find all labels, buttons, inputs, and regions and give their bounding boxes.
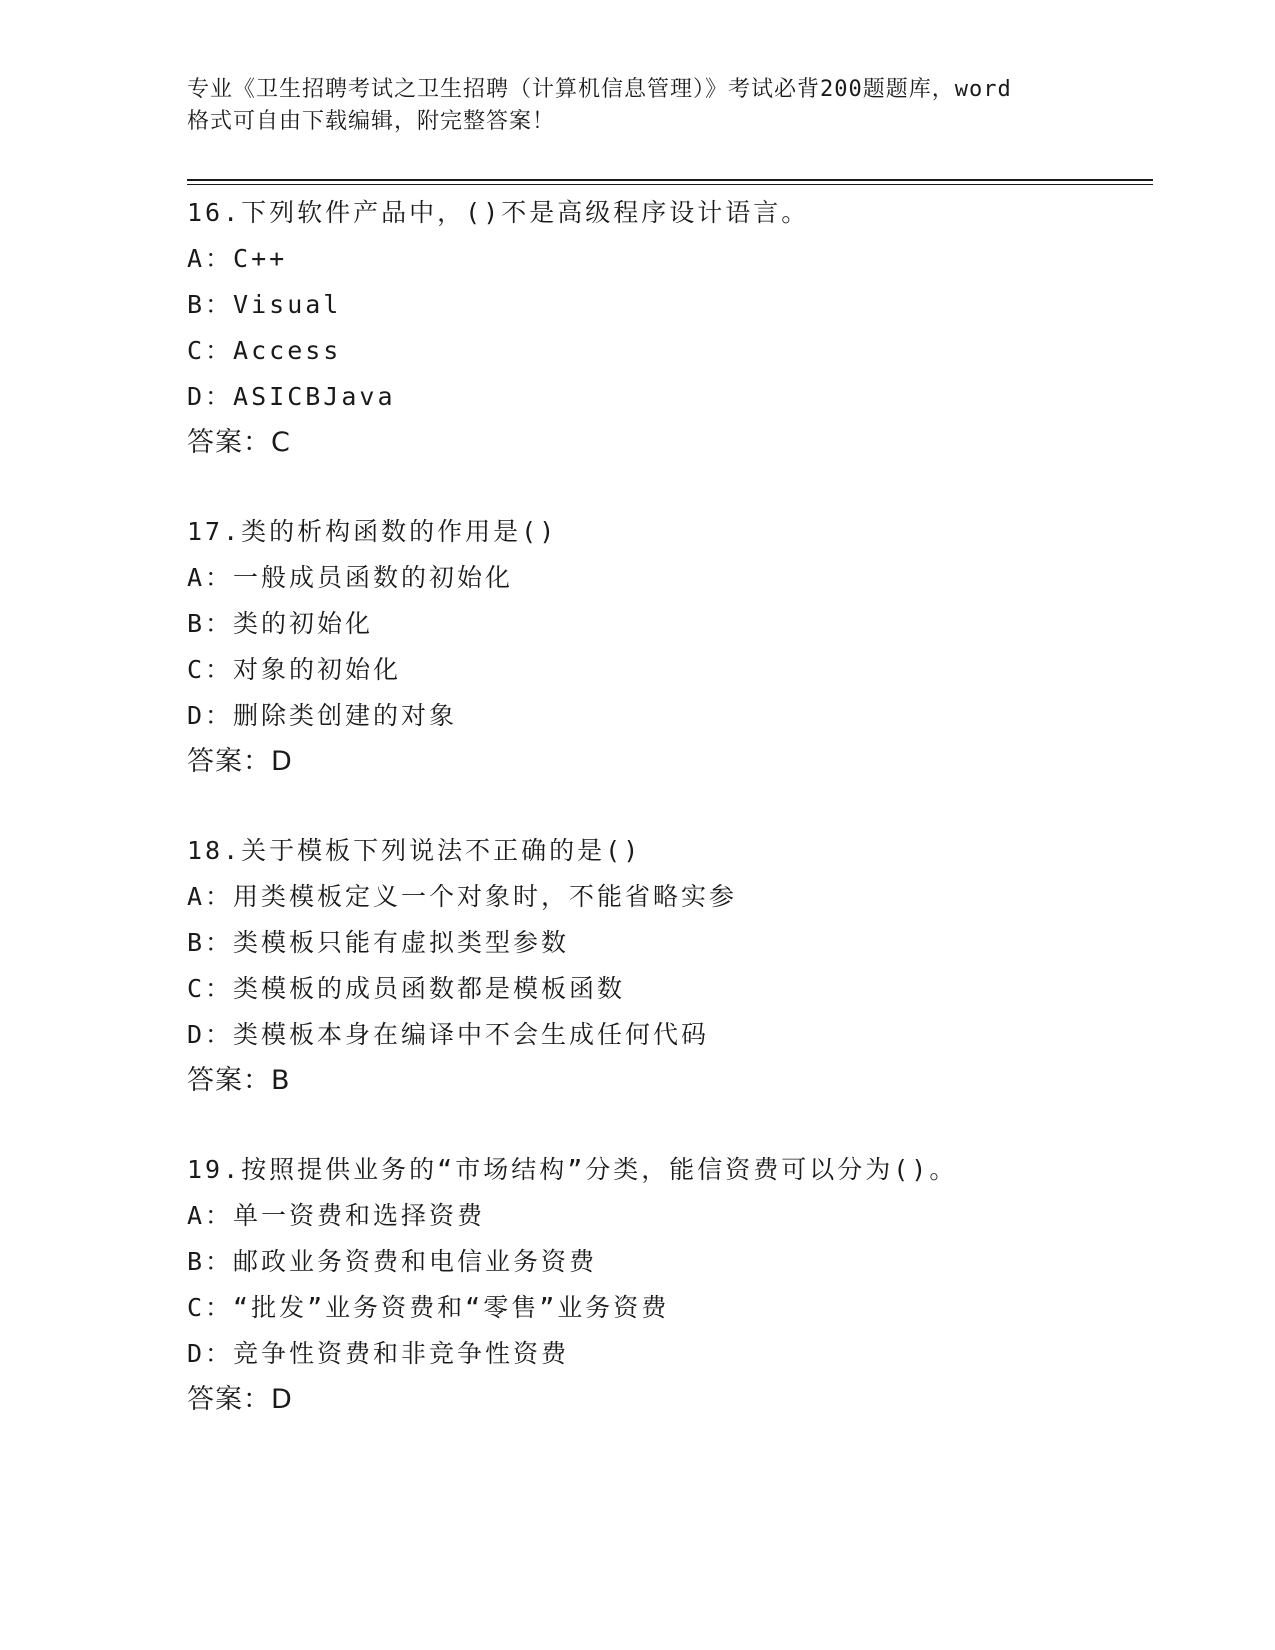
option-b: B：邮政业务资费和电信业务资费 bbox=[187, 1247, 598, 1276]
answer-text: 答案：D bbox=[187, 746, 293, 777]
header-divider-thick bbox=[187, 179, 1153, 181]
question-text: 17.类的析构函数的作用是() bbox=[187, 517, 558, 546]
option-a: A：用类模板定义一个对象时，不能省略实参 bbox=[187, 882, 738, 911]
question-text: 16.下列软件产品中，()不是高级程序设计语言。 bbox=[187, 198, 810, 227]
option-c: C：对象的初始化 bbox=[187, 655, 402, 684]
answer-text: 答案：C bbox=[187, 427, 291, 458]
option-c: C：Access bbox=[187, 336, 342, 365]
option-b: B：类模板只能有虚拟类型参数 bbox=[187, 928, 570, 957]
option-b: B：Visual bbox=[187, 290, 342, 319]
option-d: D：竞争性资费和非竞争性资费 bbox=[187, 1339, 570, 1368]
question-block-16 bbox=[187, 190, 1087, 466]
answer-text: 答案：D bbox=[187, 1384, 293, 1415]
option-a: A：单一资费和选择资费 bbox=[187, 1201, 486, 1230]
option-a: A：一般成员函数的初始化 bbox=[187, 563, 514, 592]
document-header bbox=[187, 74, 1087, 138]
header-line-1: 专业《卫生招聘考试之卫生招聘（计算机信息管理）》考试必背200题题库，word bbox=[187, 77, 1012, 102]
option-d: D：删除类创建的对象 bbox=[187, 701, 458, 730]
header-divider-thin bbox=[187, 184, 1153, 185]
question-block-18 bbox=[187, 828, 1087, 1104]
option-a: A：C++ bbox=[187, 244, 288, 273]
option-d: D：类模板本身在编译中不会生成任何代码 bbox=[187, 1020, 710, 1049]
answer-text: 答案：B bbox=[187, 1065, 291, 1096]
question-block-17 bbox=[187, 509, 1087, 785]
question-text: 18.关于模板下列说法不正确的是() bbox=[187, 836, 642, 865]
option-c: C：“批发”业务资费和“零售”业务资费 bbox=[187, 1293, 670, 1322]
question-block-19 bbox=[187, 1147, 1087, 1423]
question-text: 19.按照提供业务的“市场结构”分类，能信资费可以分为()。 bbox=[187, 1155, 958, 1184]
option-c: C：类模板的成员函数都是模板函数 bbox=[187, 974, 626, 1003]
option-d: D：ASICBJava bbox=[187, 382, 396, 411]
option-b: B：类的初始化 bbox=[187, 609, 374, 638]
header-line-2: 格式可自由下载编辑，附完整答案！ bbox=[187, 109, 556, 134]
